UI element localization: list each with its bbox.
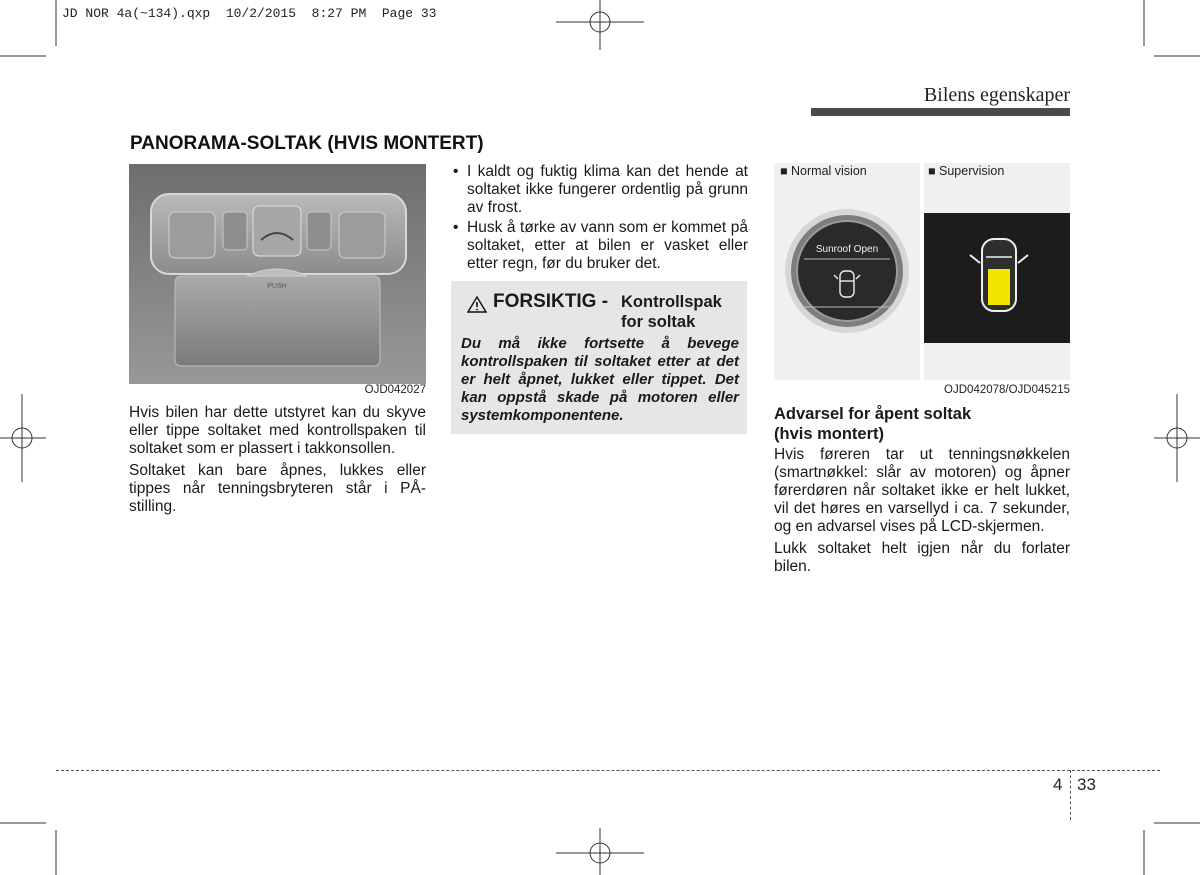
supervision-panel [924,163,1070,380]
title-bar [811,108,1070,116]
caution-body: Du må ikke fortsette å bevege kontrollspaken til soltaket etter at det er helt åpnet, lukket eller tippet. Det kan oppstå skade på motoren eller systemkomponentene. [461,335,739,424]
bullet-list [451,163,748,273]
normal-vision-display [774,209,920,339]
print-slug: JD NOR 4a(~134).qxp 10/2/2015 8:27 PM Page 33 [62,6,437,21]
page-number: 33 [1077,775,1096,794]
right-column-text [774,404,1070,580]
bullet-item: • Husk å tørke av vann som er kommet på soltaket, etter at bilen er vasket eller etter regn, før du bruker det. [451,219,748,273]
left-paragraph: Hvis bilen har dette utstyret kan du skyve eller tippe soltaket med kontrollspaken til soltaket som er plassert i takkonsollen. [129,404,426,457]
caution-box [451,281,747,434]
middle-column-text [451,163,748,275]
main-heading: PANORAMA-SOLTAK (HVIS MONTERT) [130,133,484,154]
left-column-text [129,404,426,520]
left-paragraph: Soltaket kan bare åpnes, lukkes eller tippes når tenningsbryteren står i PÅ-stilling. [129,462,426,515]
figure1-caption: OJD042027 [129,384,426,396]
right-heading: (hvis montert) [774,425,885,443]
section-title: Bilens egenskaper [923,84,1070,106]
footer-vertical-divider [1070,770,1071,820]
caution-subtitle: for soltak [621,313,696,331]
display-status-text: Sunroof Open [815,244,879,255]
supervision-label: ■ Supervision [928,164,1005,178]
chapter-number: 4 [1053,775,1063,794]
normal-vision-panel [774,163,920,380]
supervision-display [924,213,1070,343]
bullet-item: • I kaldt og fuktig klima kan det hende at soltaket ikke fungerer ordentlig på grunn av frost. [451,163,748,217]
caution-word: FORSIKTIG - [493,291,609,312]
right-paragraph: Hvis føreren tar ut tenningsnøkkelen (smartnøkkel: slår av motoren) og åpner førerdøren når soltaket ikke er helt lukket, vil det høres en varsellyd i ca. 7 sekunder, og en advarsel vises på LCD-skjermen. [774,446,1070,535]
warning-triangle-icon [467,295,487,313]
right-heading: Advarsel for åpent soltak [774,405,972,423]
right-paragraph: Lukk soltaket helt igjen når du forlater bilen. [774,540,1070,575]
overhead-console-figure [129,164,426,396]
cluster-figure [774,163,1070,380]
figure2-caption: OJD042078/OJD045215 [944,384,1070,396]
push-label: PUSH [267,283,287,290]
normal-vision-label: ■ Normal vision [780,164,867,178]
caution-subtitle: Kontrollspak [621,293,722,311]
footer-dashed-line [56,770,1160,771]
overhead-console-illustration [129,164,426,396]
